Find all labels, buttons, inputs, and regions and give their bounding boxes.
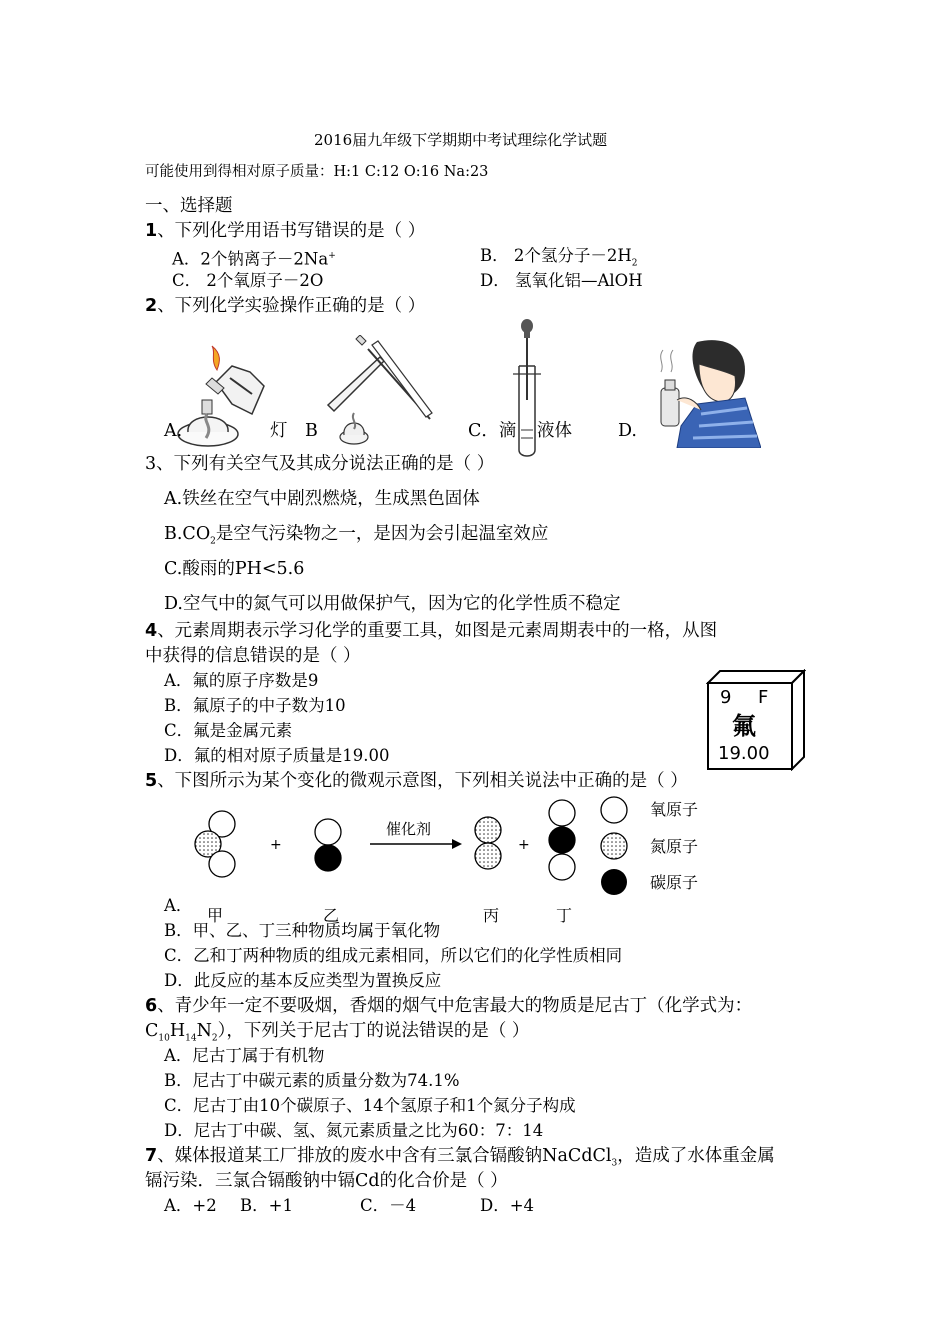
page-title: 2016届九年级下学期期中考试理综化学试题 [314, 131, 608, 149]
test-tube-heating-image [320, 335, 435, 450]
yi-carbon-atom [315, 845, 341, 871]
q2-option-d: D. [618, 421, 637, 441]
question-4-stem-line1: 4、元素周期表示学习化学的重要工具，如图是元素周期表中的一格，从图 [145, 621, 718, 641]
yi-oxygen-atom [315, 819, 341, 845]
question-6-stem-line1: 6、青少年一定不要吸烟，香烟的烟气中危害最大的物质是尼古丁（化学式为： [145, 996, 753, 1016]
legend-carbon-icon [601, 869, 627, 895]
reaction-arrow-head [452, 839, 462, 849]
q2-option-a-tail: 灯 [270, 421, 288, 441]
q3-option-a: A.铁丝在空气中剧烈燃烧，生成黑色固体 [164, 489, 480, 509]
q4-option-c: C．氟是金属元素 [164, 721, 293, 740]
catalyst-label: 催化剂 [386, 820, 432, 838]
label-jia: 甲 [207, 906, 224, 925]
smelling-gas-image [641, 336, 761, 448]
q2-option-a: A. [164, 421, 183, 441]
question-6-stem-line2: $C_{10}H_{14}N_2$），下列关于尼古丁的说法错误的是（ ） [145, 1021, 530, 1044]
q3-option-c: C.酸雨的PH<5.6 [164, 559, 305, 579]
ding-oxygen-atom-bottom [549, 854, 575, 880]
q3-option-b: $B.CO_2$是空气污染物之一，是因为会引起温室效应 [164, 524, 549, 547]
periodic-table-cell [706, 669, 806, 771]
q2-option-c: C．滴 [468, 421, 517, 441]
bing-nitrogen-atom-bottom [475, 843, 501, 869]
ding-carbon-atom [549, 827, 575, 853]
plus-sign-2: + [518, 837, 530, 853]
q5-option-c: C．乙和丁两种物质的组成元素相同，所以它们的化学性质相同 [164, 946, 623, 965]
q6-option-b: B．尼古丁中碳元素的质量分数为74.1% [164, 1071, 460, 1090]
atomic-masses: 可能使用到得相对原子质量：H:1 C:12 O:16 Na:23 [145, 164, 489, 180]
q7-option-d: D．+4 [480, 1196, 535, 1215]
jia-oxygen-atom-bottom [209, 851, 235, 877]
legend-carbon-label: 碳原子 [650, 873, 699, 892]
q7-option-a: A．+2 [164, 1196, 217, 1215]
q2-option-b: B [305, 421, 318, 441]
question-5-stem: 5、下图所示为某个变化的微观示意图，下列相关说法中正确的是（ ） [145, 771, 688, 791]
q4-option-b: B．氟原子的中子数为10 [164, 696, 346, 715]
question-3-stem: 3、下列有关空气及其成分说法正确的是（ ） [145, 454, 495, 474]
question-1-number: 1 [145, 221, 158, 241]
plus-sign-1: + [270, 837, 282, 853]
q4-option-d: D．氟的相对原子质量是19.00 [164, 746, 390, 765]
q7-option-b: B．+1 [240, 1196, 293, 1215]
ding-oxygen-atom-top [549, 800, 575, 826]
question-2-stem: 2、下列化学实验操作正确的是（ ） [145, 296, 426, 316]
q5-option-d: D．此反应的基本反应类型为置换反应 [164, 971, 442, 990]
q4-option-a: A．氟的原子序数是9 [164, 671, 319, 690]
legend-oxygen-label: 氧原子 [650, 800, 699, 819]
q5-option-a: A． [164, 896, 193, 915]
question-1-stem: 1、下列化学用语书写错误的是（ ） [145, 221, 426, 241]
q1-option-b: B． 2个氢分子$-2H_2$ [480, 246, 638, 269]
q5-option-b: B．甲、乙、丁三种物质均属于氧化物 [164, 921, 441, 940]
alcohol-lamp-image [172, 342, 272, 450]
reaction-diagram [190, 796, 620, 896]
q6-option-d: D．尼古丁中碳、氢、氮元素质量之比为60：7：14 [164, 1121, 544, 1140]
cell-name: 氟 [732, 711, 756, 740]
label-ding: 丁 [556, 906, 573, 925]
cell-symbol: F [758, 687, 769, 708]
legend-symbols [598, 796, 630, 896]
label-yi: 乙 [323, 906, 340, 925]
cell-number: 9 [720, 687, 732, 708]
q3-option-d: D.空气中的氮气可以用做保护气，因为它的化学性质不稳定 [164, 594, 621, 614]
q1-option-c: C． 2个氧原子－2O [172, 271, 324, 290]
legend-oxygen-icon [601, 797, 627, 823]
q6-option-a: A．尼古丁属于有机物 [164, 1046, 325, 1065]
q6-option-c: C．尼古丁由10个碳原子、14个氢原子和1个氮分子构成 [164, 1096, 576, 1115]
q1-option-d: D． 氢氧化铝—AlOH [480, 271, 643, 290]
q7-option-c: C．－4 [360, 1196, 417, 1215]
question-4-stem-line2: 中获得的信息错误的是（ ） [145, 646, 361, 666]
question-7-stem-line2: 镉污染．三氯合镉酸钠中镉Cd的化合价是（ ） [145, 1171, 508, 1191]
section-title: 一、选择题 [145, 196, 233, 216]
label-bing: 丙 [483, 906, 500, 925]
legend-nitrogen-label: 氮原子 [650, 837, 699, 856]
q2-option-c-tail: 液体 [537, 421, 572, 441]
cell-mass: 19.00 [718, 743, 770, 764]
legend-nitrogen-icon [601, 833, 627, 859]
question-7-stem-line1: 7、媒体报道某工厂排放的废水中含有三氯合镉酸钠NaCdCl$_3$，造成了水体重金属 [145, 1146, 775, 1169]
q1-option-a: A．2个钠离子－2Na+ [172, 249, 336, 269]
bing-nitrogen-atom-top [475, 817, 501, 843]
